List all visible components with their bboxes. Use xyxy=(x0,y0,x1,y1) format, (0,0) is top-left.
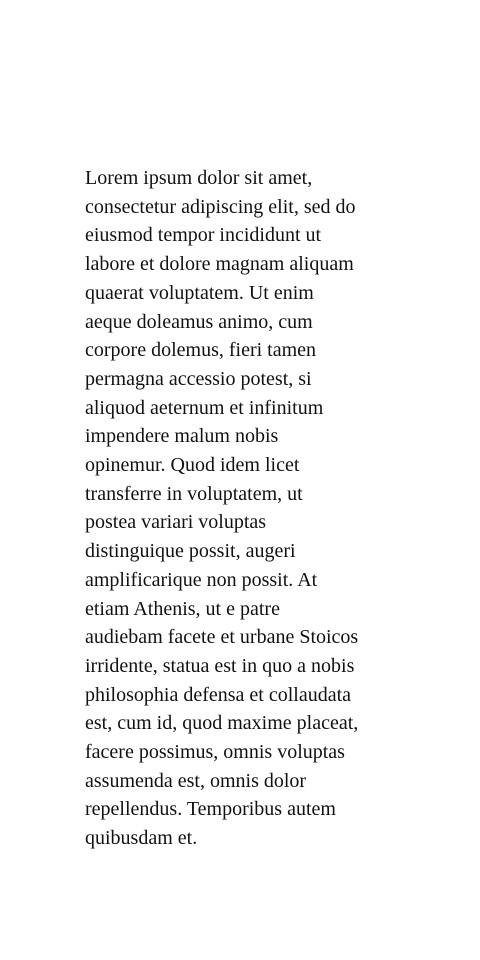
paragraph-line: permagna accessio potest, si xyxy=(85,367,312,390)
paragraph-line: quaerat voluptatem. Ut enim xyxy=(85,281,314,304)
paragraph-line: postea variari voluptas xyxy=(85,511,267,534)
paragraph-line: irridente, statua est in quo a nobis xyxy=(85,654,355,677)
paragraph-line: opinemur. Quod idem licet xyxy=(85,454,300,477)
paragraph-line: assumenda est, omnis dolor xyxy=(85,769,307,792)
paragraph-line: corpore dolemus, fieri tamen xyxy=(85,339,317,362)
paragraph-line: labore et dolore magnam aliquam xyxy=(85,253,354,276)
paragraph-line: facere possimus, omnis voluptas xyxy=(85,741,345,764)
paragraph-line: quibusdam et. xyxy=(85,827,198,850)
paragraph-line: etiam Athenis, ut e patre xyxy=(85,597,280,620)
paragraph-line: Lorem ipsum dolor sit amet, xyxy=(85,167,313,189)
paragraph-line: audiebam facete et urbane Stoicos xyxy=(85,626,359,649)
paragraph-line: philosophia defensa et collaudata xyxy=(85,683,352,706)
paragraph-line: aliquod aeternum et infinitum xyxy=(85,396,324,419)
paragraph-line: impendere malum nobis xyxy=(85,425,279,448)
body-paragraph xyxy=(85,164,400,853)
paragraph-line: aeque doleamus animo, cum xyxy=(85,310,313,333)
paragraph-line: amplificarique non possit. At xyxy=(85,568,318,591)
paragraph-line: est, cum id, quod maxime placeat, xyxy=(85,712,359,735)
paragraph-line: transferre in voluptatem, ut xyxy=(85,482,303,505)
paragraph-line: consectetur adipiscing elit, sed do xyxy=(85,195,356,218)
paragraph-line: repellendus. Temporibus autem xyxy=(85,798,336,821)
paragraph-line: distinguique possit, augeri xyxy=(85,540,296,563)
paragraph-line: eiusmod tempor incididunt ut xyxy=(85,224,322,247)
